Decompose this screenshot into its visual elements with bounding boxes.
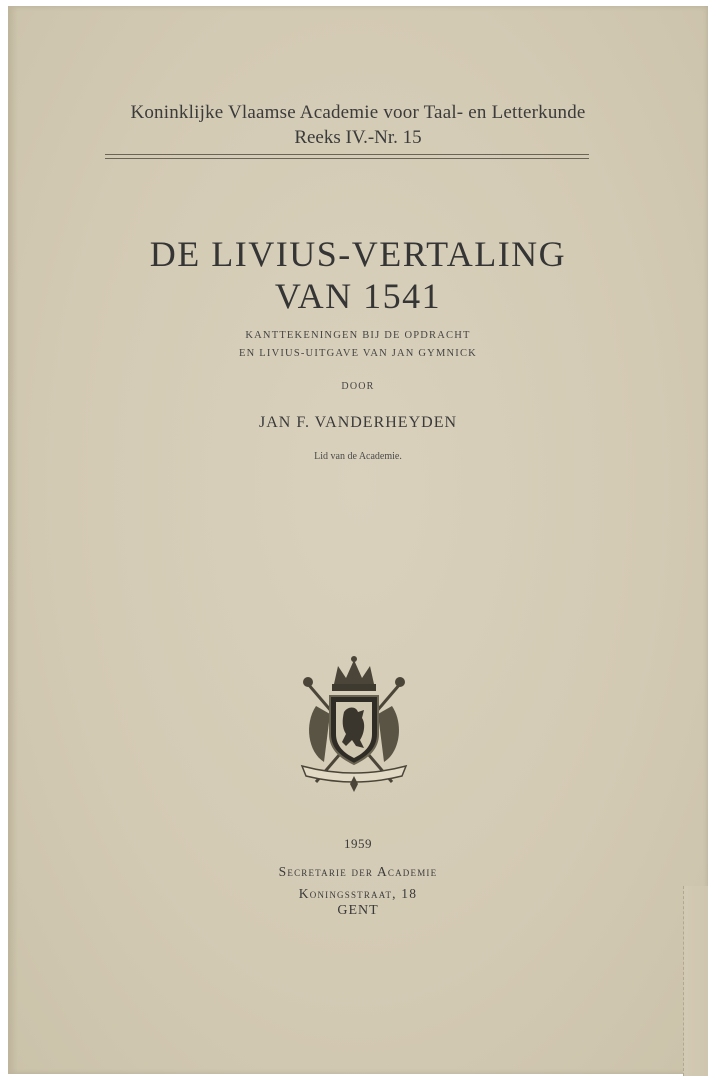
subtitle-line-2: EN LIVIUS-UITGAVE VAN JAN GYMNICK [239,348,477,359]
double-rule-bottom [105,158,589,159]
publisher-city: GENT [337,903,379,918]
publisher-address: Koningsstraat, 18 [298,886,418,901]
book-title-line-2: VAN 1541 [274,276,442,316]
publication-year: 1959 [344,836,372,851]
series-number: Reeks IV.-Nr. 15 [294,127,422,148]
series-title: Koninklijke Vlaamse Academie voor Taal- en Letterkunde [130,102,586,123]
author-role: Lid van de Academie. [314,451,402,462]
subtitle-line-1: KANTTEKENINGEN BIJ DE OPDRACHT [245,330,471,341]
double-rule-top [105,154,589,155]
author-name: JAN F. VANDERHEYDEN [258,414,458,431]
coat-of-arms-icon [294,654,414,794]
book-title-line-1: DE LIVIUS-VERTALING [149,234,567,274]
by-label: DOOR [341,381,375,392]
publisher-name: Secretarie der Academie [278,864,438,879]
book-cover [8,6,708,1074]
